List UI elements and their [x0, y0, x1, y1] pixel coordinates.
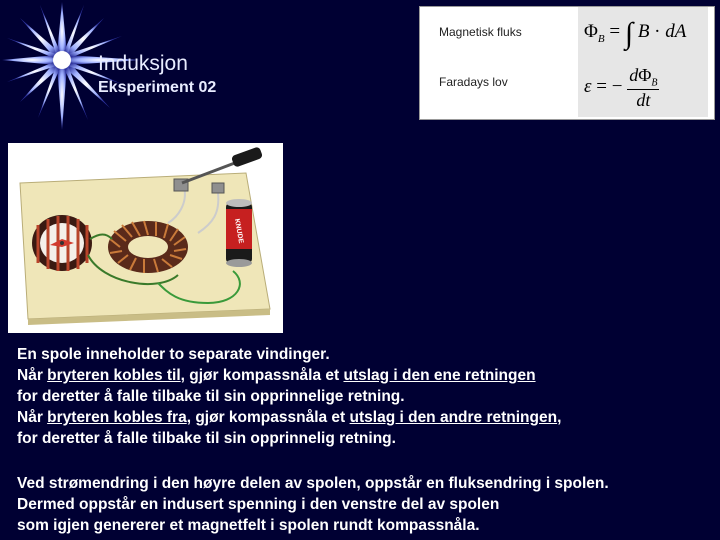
- link-deflection-other-direction[interactable]: utslag i den andre retningen: [349, 409, 558, 426]
- paragraph-1-line-2: [17, 365, 561, 386]
- magnetic-flux-label: Magnetisk fluks: [439, 25, 522, 39]
- paragraph-1-line-4: [17, 407, 561, 428]
- toroid-coil-icon: [108, 221, 188, 273]
- paragraph-2-line-1: Ved strømendring i den høyre delen av spolen, oppstår en fluksendring i spolen.: [17, 475, 609, 492]
- experiment-illustration: [8, 143, 283, 333]
- explanation-paragraph-1: [17, 344, 561, 449]
- faradays-law-equation: ε = − $\frac{d\Phi_B}{dt}$: [584, 65, 658, 110]
- paragraph-1-line-5: for deretter å falle tilbake til sin opprinnelig retning.: [17, 430, 396, 447]
- faradays-law-label: Faradays lov: [439, 75, 508, 89]
- link-switch-on[interactable]: bryteren kobles til: [47, 367, 181, 384]
- paragraph-1-line-1: En spole inneholder to separate vindinger.: [17, 346, 330, 363]
- text-span: , gjør kompassnåla et: [186, 409, 350, 426]
- text-span: Når: [17, 367, 48, 384]
- paragraph-2-line-2: Dermed oppstår en indusert spenning i den venstre del av spolen: [17, 496, 500, 513]
- paragraph-1-line-3: for deretter å falle tilbake til sin opprinnelige retning.: [17, 388, 405, 405]
- compass-coil-icon: [32, 215, 92, 271]
- slide-subtitle: Eksperiment 02: [98, 79, 217, 96]
- explanation-paragraph-2: [17, 473, 609, 536]
- paragraph-2-line-3: som igjen genererer et magnetfelt i spolen rundt kompassnåla.: [17, 517, 480, 534]
- battery-icon: [226, 199, 252, 267]
- formula-box: [419, 6, 715, 120]
- text-span: ,: [557, 409, 562, 426]
- magnetic-flux-equation: $\Phi_B$ = ∫ B · dA: [584, 17, 687, 50]
- text-span: , gjør kompassnåla et: [180, 367, 344, 384]
- text-span: Når: [17, 409, 48, 426]
- link-switch-off[interactable]: bryteren kobles fra: [47, 409, 187, 426]
- experiment-photo: [8, 143, 283, 333]
- switch-icon: [174, 146, 263, 193]
- slide-title: Induksjon: [98, 52, 188, 75]
- battery-label: KNUDE: [232, 218, 245, 244]
- link-deflection-one-direction[interactable]: utslag i den ene retningen: [343, 367, 536, 384]
